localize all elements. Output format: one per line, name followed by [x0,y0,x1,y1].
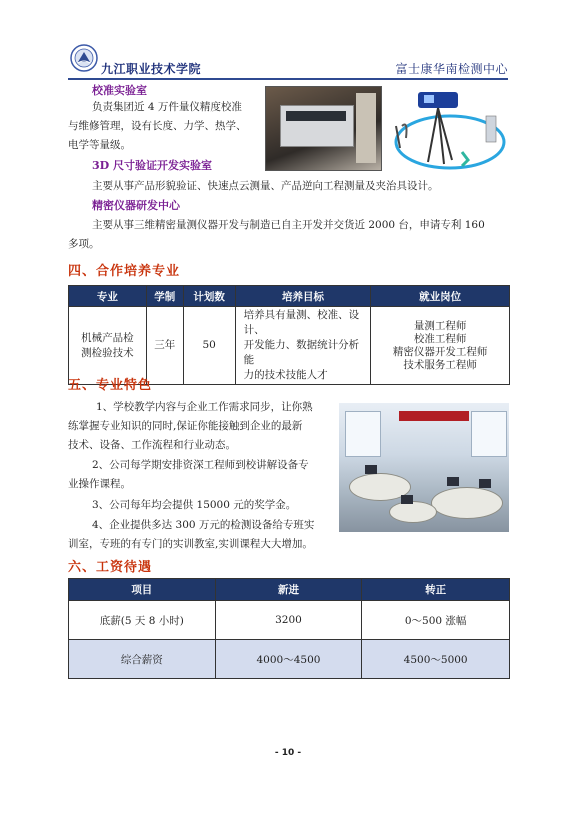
goal-cell [235,307,371,385]
feature-3: 3、公司每年均会提供 15000 元的奖学金。 [92,499,297,511]
feature-1-line-3: 技术、设备、工作流程和行业动态。 [68,439,236,451]
feature-4-line-1: 4、企业提供多达 300 万元的检测设备给专班实 [92,519,315,531]
regular-cell: 0～500 涨幅 [362,601,510,640]
section-5-heading: 五、专业特色 [68,378,153,393]
instrument-line-2: 多项。 [68,238,100,250]
section-4-heading: 四、合作培养专业 [68,264,181,279]
feature-2-line-1: 2、公司每学期安排资深工程师到校讲解设备专 [92,459,309,471]
calibration-line-3: 电学等量级。 [68,139,131,151]
table-header-row [69,579,510,601]
table-row [69,640,510,679]
table-header-row [69,286,510,307]
section-6-heading: 六、工资待遇 [68,560,153,575]
page-number: - 10 - [274,748,302,758]
calibration-lab-title: 校准实验室 [92,84,147,97]
feature-1-line-1: 1、学校教学内容与企业工作需求同步，让你熟 [96,401,313,413]
school-name: 九江职业技术学院 [101,62,202,76]
col-jobs: 就业岗位 [371,286,510,307]
calibration-line-2: 与维修管理，设有长度、力学、热学、 [68,120,247,132]
item-cell: 底薪(5 天 8 小时) [69,601,216,640]
goal-line-3: 力的技术技能人才 [243,369,328,381]
job-1: 量测工程师 [413,319,467,332]
new-cell: 4000～4500 [215,640,362,679]
col-goal: 培养目标 [235,286,371,307]
col-item: 项目 [69,579,216,601]
instrument-center-title: 精密仪器研发中心 [92,199,180,212]
3d-lab-text: 主要从事产品形貌验证、快速点云测量、产品逆向工程测量及夹治具设计。 [92,180,439,192]
new-cell: 3200 [215,601,362,640]
plan-cell: 50 [183,307,235,385]
job-3: 精密仪器开发工程师 [392,345,488,358]
major-line-1: 机械产品检 [81,331,134,344]
col-major: 专业 [69,286,147,307]
item-cell: 综合薪资 [69,640,216,679]
col-new: 新进 [215,579,362,601]
cooperation-major-table [68,285,510,385]
college-logo [70,44,98,72]
salary-table [68,578,510,679]
major-line-2: 测检验技术 [81,346,134,359]
job-2: 校准工程师 [413,332,467,345]
years-cell: 三年 [146,307,183,385]
center-name: 富士康华南检测中心 [395,62,508,76]
3d-lab-title: 3D 尺寸验证开发实验室 [92,159,213,172]
header-rule [68,78,508,80]
instrument-line-1: 主要从事三维精密量测仪器开发与制造已自主开发并交货近 2000 台，申请专利 160 [92,219,485,231]
calibration-lab-photo [265,86,382,171]
job-4: 技术服务工程师 [403,358,477,371]
feature-4-line-2: 训室，专班的有专门的实训教室,实训课程大大增加。 [68,538,313,550]
regular-cell: 4500～5000 [362,640,510,679]
col-years: 学制 [146,286,183,307]
training-room-photo [339,403,509,532]
col-plan: 计划数 [183,286,235,307]
feature-1-line-2: 练掌握专业知识的同时,保证你能接触到企业的最新 [68,420,303,432]
goal-line-2: 开发能力、数据统计分析能 [243,339,360,366]
major-cell [69,307,147,385]
col-regular: 转正 [362,579,510,601]
jobs-cell [371,307,510,385]
table-row [69,601,510,640]
feature-2-line-2: 业操作课程。 [68,478,131,490]
3d-scanner-diagram [388,86,510,174]
calibration-line-1: 负责集团近 4 万件量仪精度校准 [92,101,242,113]
table-row [69,307,510,385]
goal-line-1: 培养具有量测、校准、设计、 [243,309,360,336]
